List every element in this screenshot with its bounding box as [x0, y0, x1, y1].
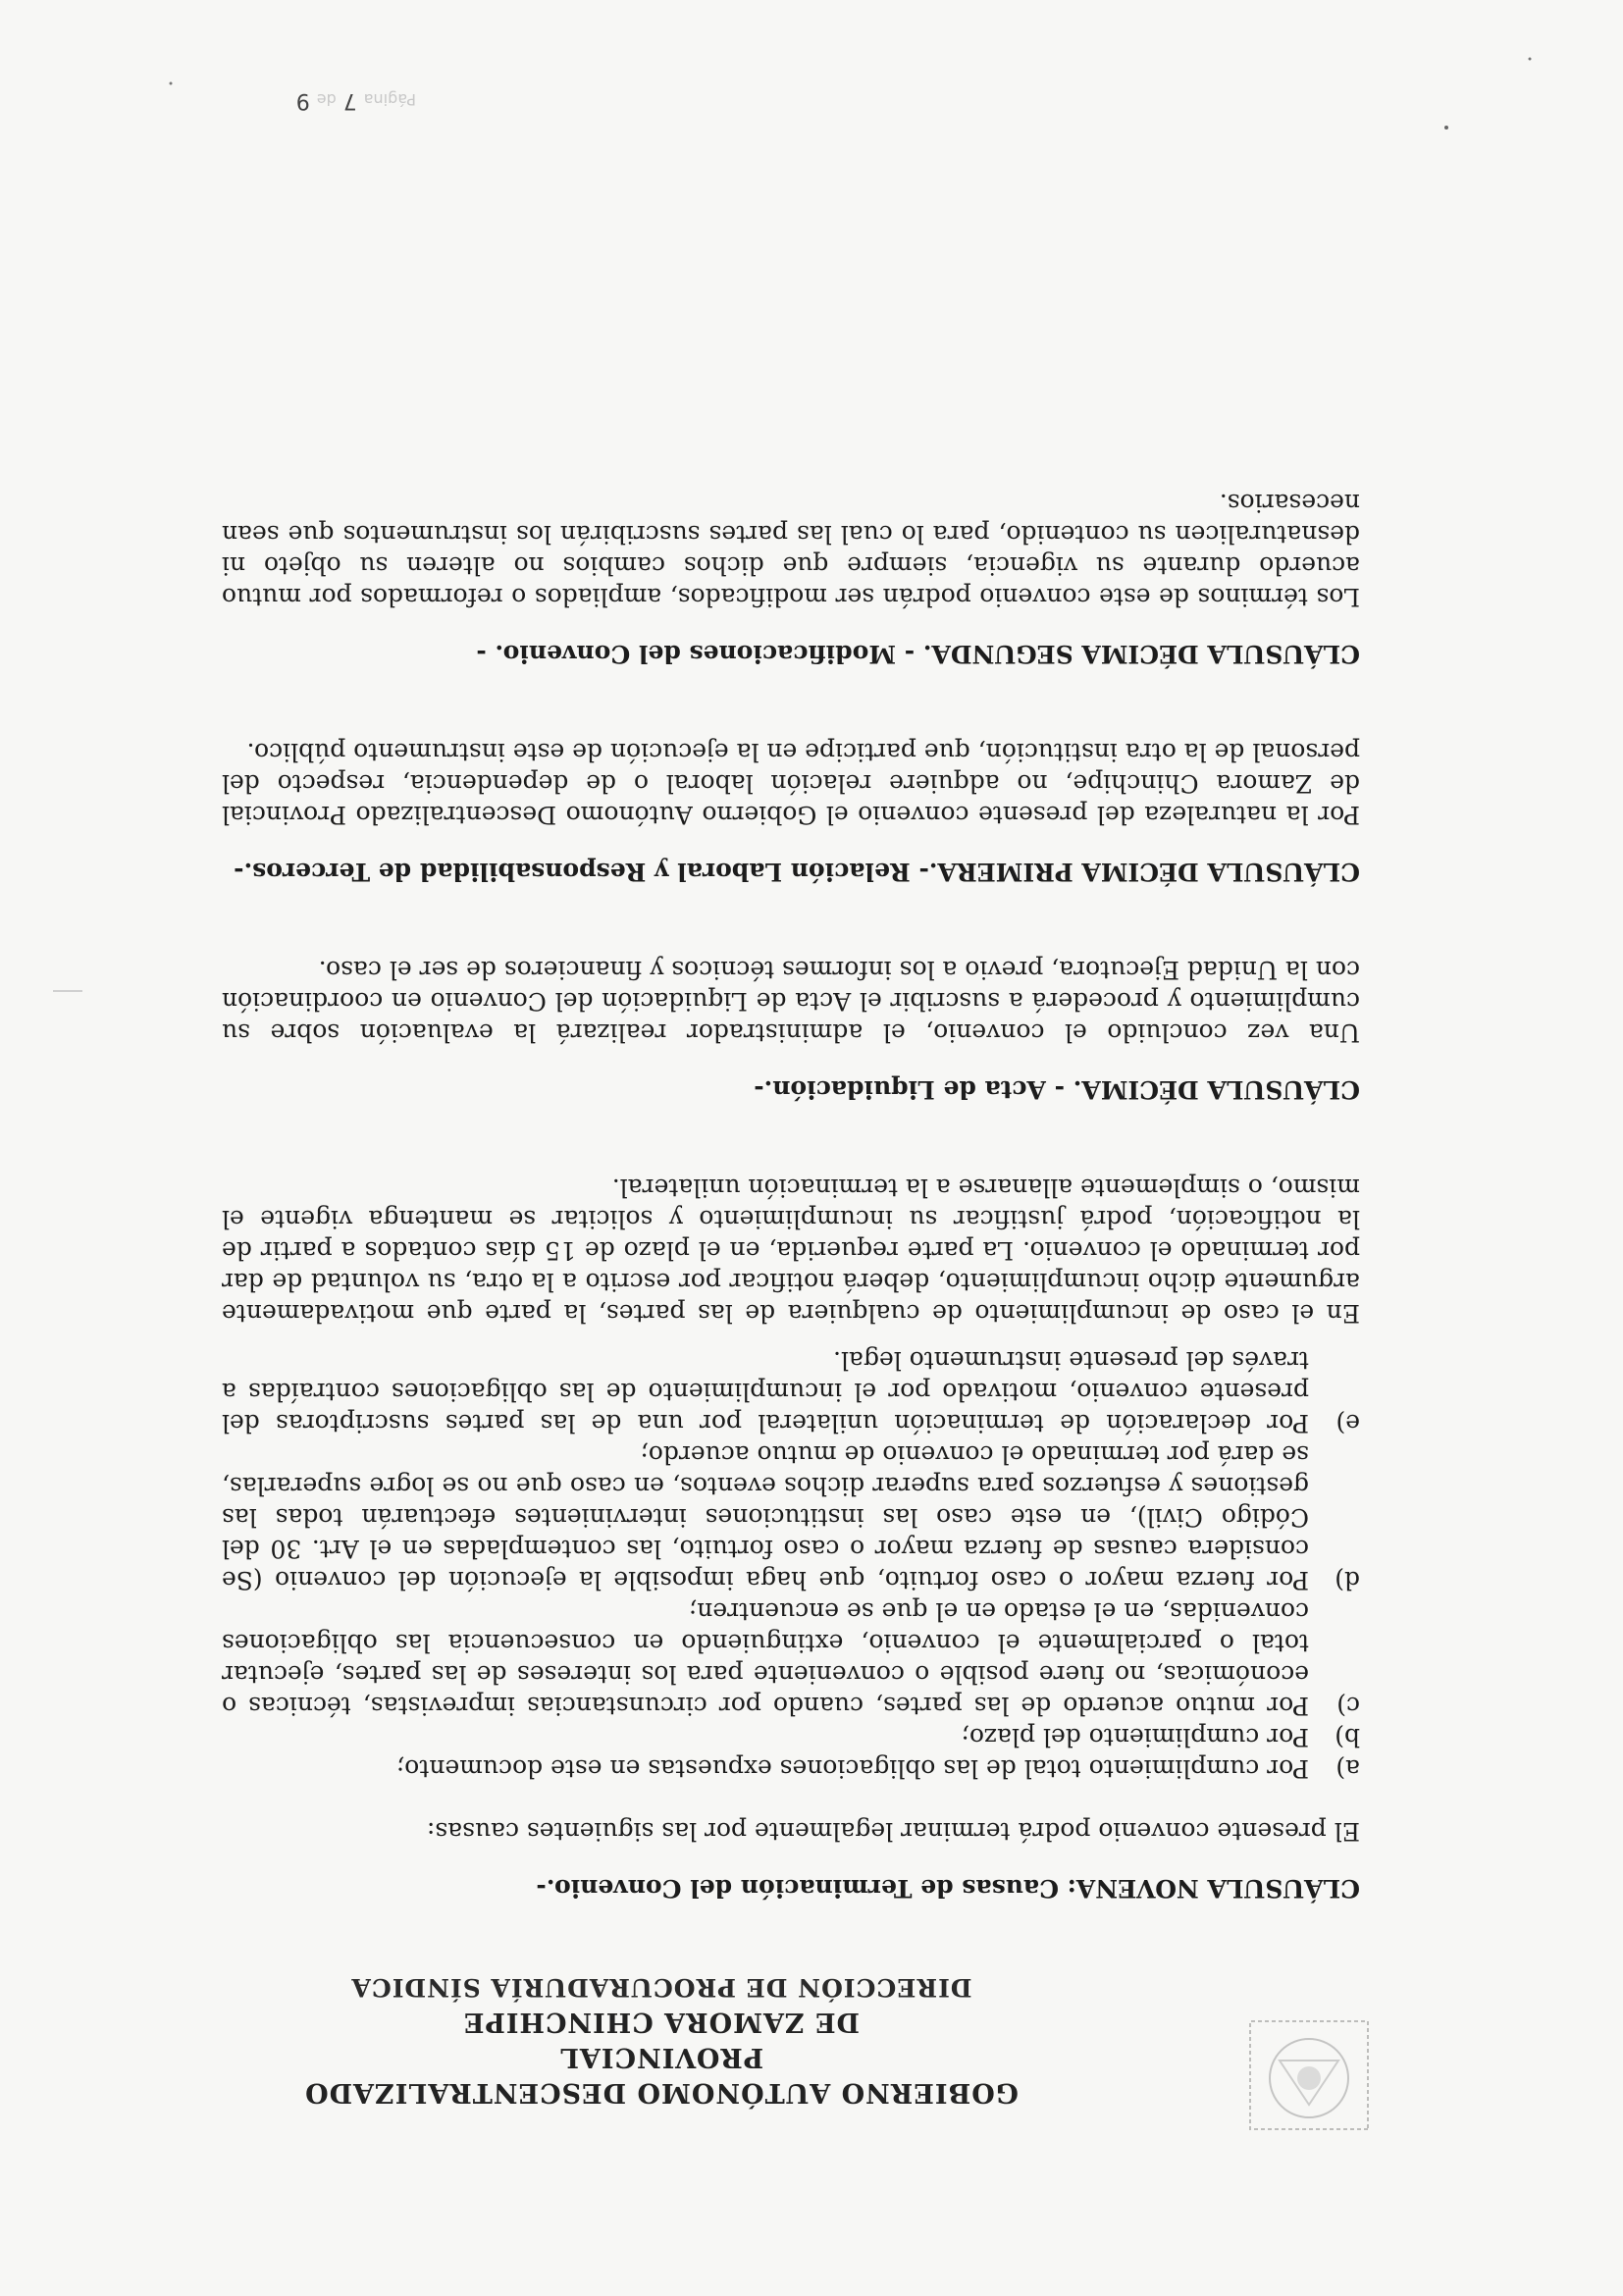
list-item	[222, 1721, 1360, 1752]
termination-causes-list	[222, 1344, 1360, 1784]
list-item-label: e)	[1335, 1409, 1360, 1437]
list-item-text: Por cumplimiento del plazo;	[961, 1723, 1309, 1751]
clause-heading-novena: CLÁUSULA NOVENA: Causas de Terminación del Convenio.-	[536, 1874, 1360, 1903]
list-item-text: Por cumplimiento total de las obligaciones expuestas en este documento;	[395, 1754, 1309, 1783]
page-of-label: de	[316, 90, 337, 109]
list-item-text: Por fuerza mayor o caso fortuito, que haga imposible la ejecución del convenio (Se considera causas de fuerza mayor o caso fortuito, las contempladas en el Art. 30 del Código Civil), en este caso las instituciones intervinientes efectuarán todas las gestiones y esfuerzos para superar dichos eventos, en caso que no se logre superarlas, se dará por terminado el convenio de mutuo acuerdo;	[222, 1440, 1309, 1594]
provincial-seal-icon	[1240, 2011, 1378, 2139]
clause-heading-decima: CLÁUSULA DÉCIMA. - Acta de Liquidación.-	[754, 1075, 1360, 1104]
page-total: 9	[295, 88, 310, 113]
institution-name	[220, 2004, 1103, 2110]
document-body	[222, 455, 1360, 1904]
clause-heading-decima-segunda: CLÁUSULA DÉCIMA SEGUNDA. - Modificaciones del Convenio. -	[476, 640, 1360, 668]
list-item	[222, 1752, 1360, 1784]
clause-heading-decima-primera: CLÁUSULA DÉCIMA PRIMERA.- Relación Laboral y Responsabilidad de Terceros.-	[234, 858, 1360, 886]
list-item-label: c)	[1336, 1692, 1360, 1720]
list-item-label: b)	[1335, 1723, 1360, 1751]
clause-novena-closing: En el caso de incumplimiento de cualquiera de las partes, la parte que motivadamente argumente dicho incumplimiento, deberá notificar por escrito a la otra, su voluntad de dar por terminado el convenio. La parte requerida, en el plazo de 15 días contados a partir de la notificación, podrá justificar su incumplimiento y solicitar se mantenga vigente el mismo, o simplemente allanarse a la terminación unilateral.	[222, 1174, 1360, 1328]
clause-decima-body: Una vez concluido el convenio, el administrador realizará la evaluación sobre su cumplimiento y procederá a suscribir el Acta de Liquidación del Convenio en coordinación con la Unidad Ejecutora, previo a los informes técnicos y financieros de ser el caso.	[222, 956, 1360, 1047]
clause-novena-intro: El presente convenio podrá terminar legalmente por las siguientes causas:	[426, 1817, 1360, 1846]
list-item	[222, 1438, 1360, 1595]
page-label: Página	[363, 90, 416, 109]
letterhead	[0, 1973, 1623, 2296]
list-item	[222, 1595, 1360, 1721]
page-number	[296, 88, 416, 113]
list-item-label: d)	[1335, 1566, 1360, 1594]
list-item-text: Por declaración de terminación unilateral por una de las partes suscriptoras del presente convenio, motivado por el incumplimiento de las obligaciones contraídas a través del presente instrumento legal.	[222, 1346, 1309, 1437]
clause-decima-primera-body: Por la naturaleza del presente convenio el Gobierno Autónomo Descentralizado Provincial de Zamora Chinchipe, no adquiere relación laboral o de dependencia, respecto del personal de la otra institución, que participe en la ejecución de este instrumento público.	[222, 738, 1360, 829]
list-item-text: Por mutuo acuerdo de las partes, cuando por circunstancias imprevistas, técnicas o económicas, no fuere posible o conveniente para los intereses de las partes, ejecutar total o parcialmente el convenio, extinguiendo en consecuencia las obligaciones convenidas, en el estado en el que se encuentren;	[222, 1597, 1309, 1720]
department-name: DIRECCIÓN DE PROCURADURÍA SÍNDICA	[350, 1973, 972, 2002]
clause-decima-segunda-body: Los términos de este convenio podrán ser modificados, ampliados o reformados por mutuo acuerdo durante su vigencia, siempre que dichos cambios no alteren su objeto ni desnaturalicen su contenido, para lo cual las partes suscribirán los instrumentos que sean necesarios.	[222, 489, 1360, 611]
institution-name-line1: GOBIERNO AUTÓNOMO DESCENTRALIZADO PROVINCIAL	[304, 2042, 1019, 2108]
list-item-label: a)	[1335, 1754, 1360, 1783]
list-item	[222, 1344, 1360, 1438]
page-current: 7	[342, 88, 357, 113]
institution-name-line2: DE ZAMORA CHINCHIPE	[462, 2007, 861, 2037]
